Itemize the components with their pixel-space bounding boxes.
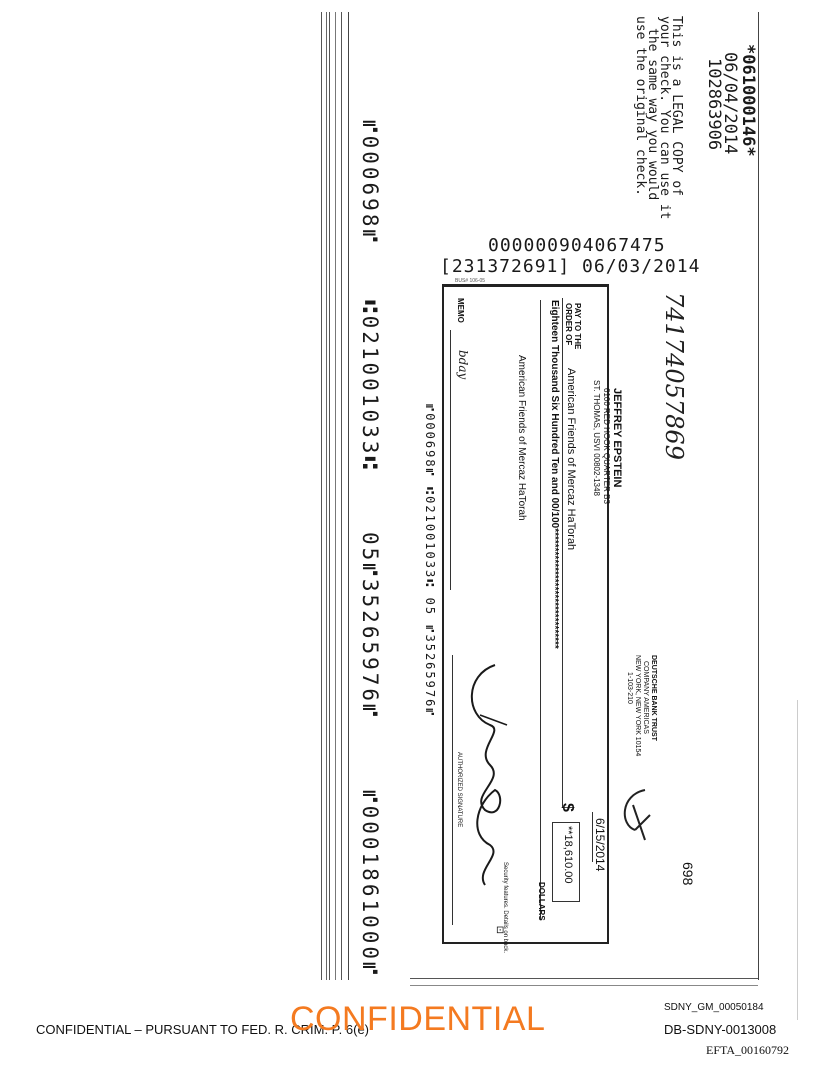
- bates-3: EFTA_00160792: [706, 1043, 790, 1057]
- bank-name-2: COMPANY AMERICAS: [642, 661, 649, 734]
- check-micr-line: ⑈000698⑈ ⑆021001033⑆ 05 ⑈35265976⑈: [423, 404, 437, 718]
- amount-words: Eighteen Thousand Six Hundred Ten and 00/100*******************************: [549, 300, 560, 649]
- micr-account: 05⑈35265976⑈: [358, 532, 382, 720]
- header-block: [615, 14, 765, 220]
- signature: [455, 655, 515, 895]
- date-line: [592, 812, 593, 862]
- memo-label: MEMO: [456, 298, 465, 323]
- payer-address-2: ST. THOMAS, USVI 00802-1348: [592, 380, 601, 496]
- bank-name-3: NEW YORK, NEW YORK 10154: [634, 655, 641, 757]
- date-processed: 06/04/2014: [720, 52, 740, 155]
- security-note: Security features. Details on back.: [502, 862, 508, 954]
- payer-name: JEFFREY EPSTEIN: [611, 388, 623, 488]
- legal-copy-line-2: your check. You can use it: [657, 16, 672, 220]
- handwritten-reference: 74174057869: [660, 292, 688, 460]
- dollars-label: DOLLARS: [537, 882, 546, 921]
- legal-copy-line-1: This is a LEGAL COPY of: [669, 16, 684, 197]
- check-date: 6/15/2014: [593, 818, 607, 872]
- date-scribble: [615, 785, 655, 845]
- confidential-watermark: CONFIDENTIAL: [290, 1000, 546, 1038]
- lock-icon: ⊡: [496, 925, 505, 936]
- payee-address: American Friends of Mercaz HaTorah: [516, 355, 527, 521]
- bates-2: DB-SDNY-0013008: [664, 1022, 777, 1037]
- payee-name: American Friends of Mercaz HaTorah: [565, 368, 577, 551]
- memo-line: [450, 330, 451, 590]
- bank-name-1: DEUTSCHE BANK TRUST: [650, 655, 657, 741]
- bottom-border-line: [410, 978, 758, 979]
- pay-to-label-1: PAY TO THE: [573, 303, 582, 350]
- dollar-sign: $: [559, 803, 576, 812]
- signature-line: [452, 655, 453, 925]
- micr-amount: ⑈0001861000⑈: [358, 790, 382, 978]
- left-border-lines: [321, 12, 351, 980]
- item-number: 000000904067475: [488, 235, 666, 256]
- bates-1: SDNY_GM_00050184: [664, 1002, 764, 1013]
- bottom-border-line-2: [410, 985, 758, 986]
- amount-box: [552, 822, 580, 902]
- pay-to-label-2: ORDER OF: [564, 303, 573, 346]
- trace-id: 102863906: [704, 58, 724, 151]
- bank-small-code: BUS# 106-05: [455, 278, 486, 284]
- seq-number: *061000146*: [738, 44, 758, 157]
- payee-line: [562, 298, 563, 808]
- bank-name-4: 1-103-210: [626, 672, 633, 704]
- routing-and-date: [231372691] 06/03/2014: [440, 256, 701, 277]
- legal-copy-line-4: use the original check.: [633, 16, 648, 197]
- micr-check-number: ⑈000698⑈: [358, 120, 382, 246]
- payer-address-1: 6100 RED HOOK QUARTER B3: [602, 388, 611, 504]
- authorized-signature-label: AUTHORIZED SIGNATURE: [456, 752, 462, 828]
- right-margin-line: [797, 700, 798, 1020]
- footer-left: CONFIDENTIAL – PURSUANT TO FED. R. CRIM. P. 6(e): [36, 1022, 370, 1037]
- amount-numeric: **18,610.00: [562, 826, 574, 884]
- micr-routing: ⑆021001033⑆: [358, 300, 382, 472]
- check-number: 698: [680, 862, 696, 886]
- amount-words-line: [540, 300, 541, 920]
- memo-value: bday: [456, 350, 470, 380]
- legal-copy-line-3: the same way you would: [645, 28, 660, 201]
